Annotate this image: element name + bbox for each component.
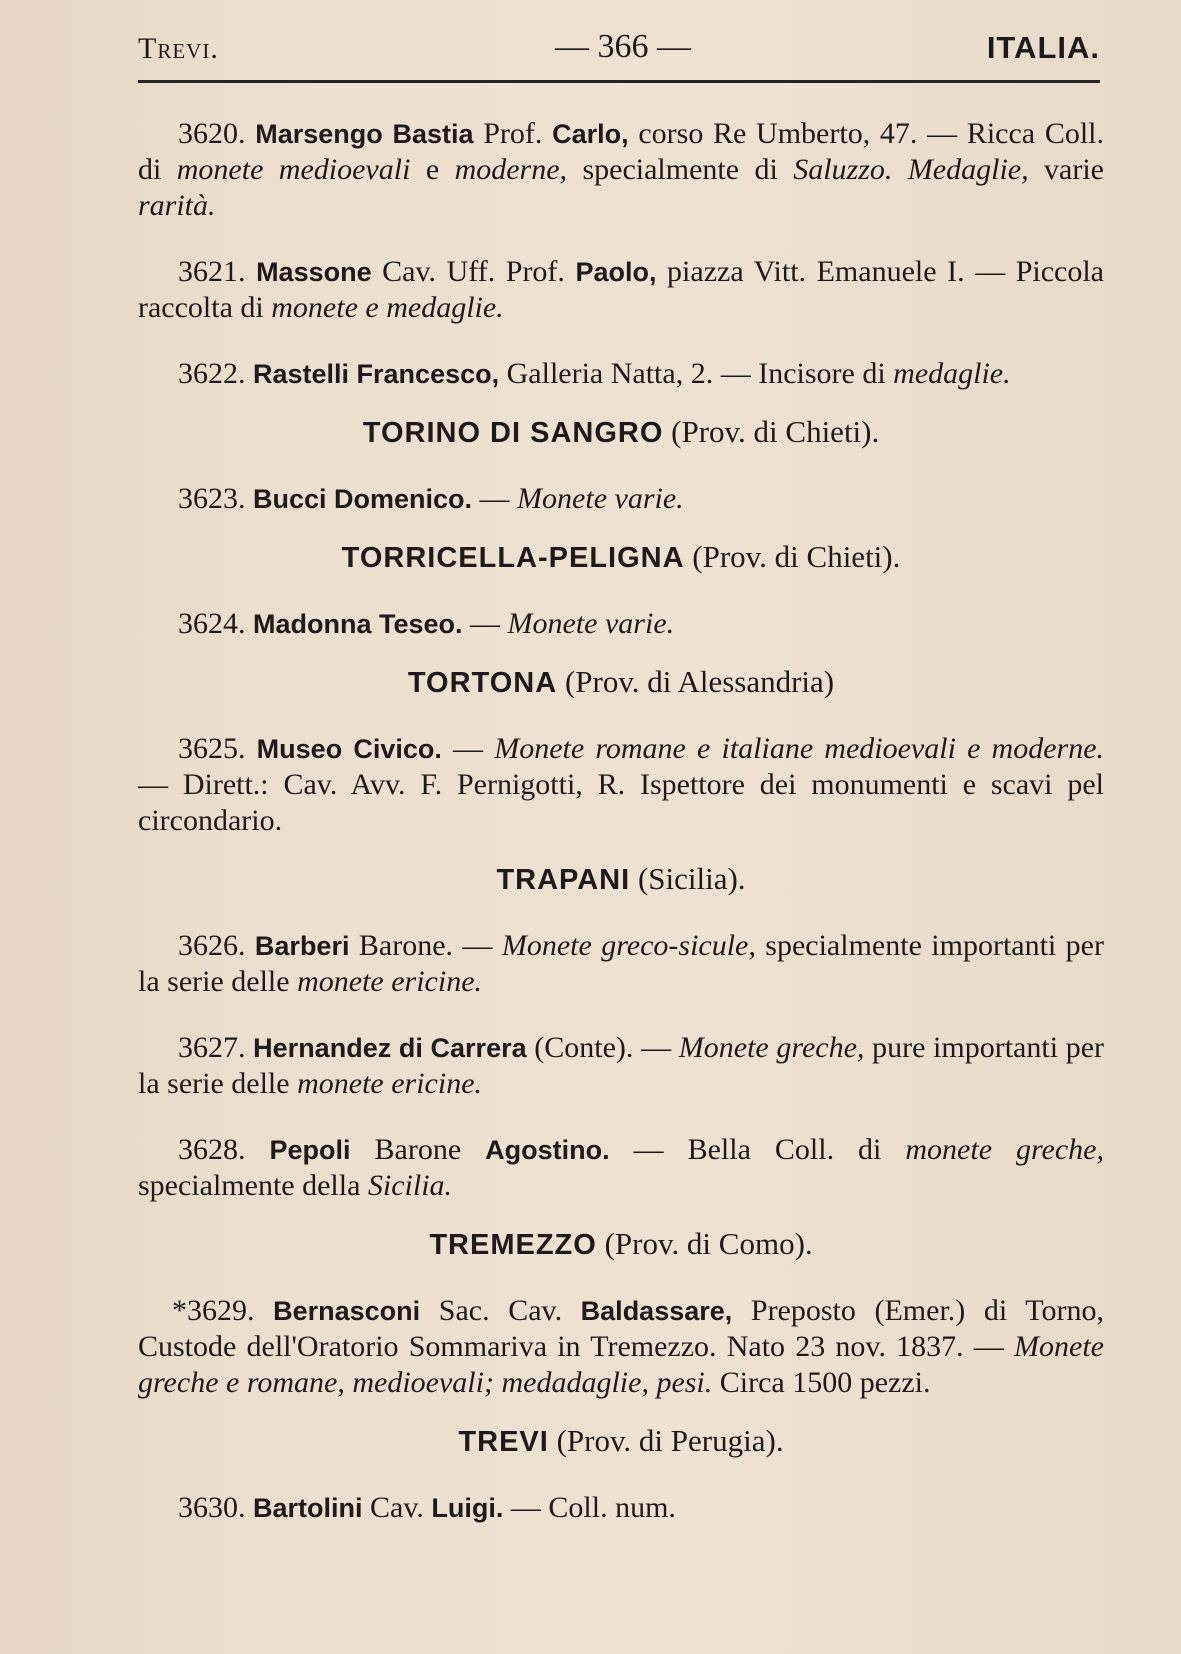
entry-name: Madonna Teseo. (253, 609, 463, 639)
entry-3630 (138, 1490, 1104, 1526)
entry-italic: Monete greche e romane, medioevali; medadaglie, pesi. (138, 1330, 1104, 1399)
town-name: TREVI (458, 1426, 549, 1458)
entry-name: Baldassare, (580, 1296, 733, 1326)
entry-text: — (472, 482, 518, 515)
entry-text: Sac. Cav. (420, 1294, 581, 1327)
entry-text: e (410, 153, 455, 186)
entry-3624 (138, 606, 1104, 642)
entry-3628 (138, 1132, 1104, 1204)
entry-italic: monete greche, (905, 1133, 1105, 1166)
entry-italic: monete medioevali (176, 153, 411, 186)
entry-3625 (138, 731, 1104, 839)
entry-italic: monete ericine. (297, 1067, 483, 1100)
entry-text: Barone (350, 1133, 486, 1166)
entry-name: Bartolini (253, 1493, 363, 1523)
entry-number: 3624. (178, 607, 246, 640)
town-heading (138, 664, 1104, 701)
town-name: TRAPANI (496, 864, 631, 896)
entry-number: 3622. (178, 357, 246, 390)
entry-name: Massone (256, 257, 372, 287)
entry-italic: Monete varie. (507, 607, 675, 640)
entry-name: Bucci Domenico. (253, 484, 473, 514)
entry-name: Rastelli Francesco, (253, 359, 500, 389)
entry-text: varie (1028, 153, 1104, 186)
entry-italic: moderne, (454, 153, 568, 186)
entry-text: — Coll. num. (503, 1491, 676, 1524)
town-province: (Prov. di Como). (596, 1226, 813, 1261)
entry-text: Preposto (Emer.) di Torno, Custode dell'Oratorio Sommariva in Tremezzo. Nato 23 nov. 1837. — (138, 1294, 1104, 1363)
entry-italic: monete e medaglie. (271, 291, 504, 324)
entry-text: (Conte). — (526, 1031, 679, 1064)
entry-italic: Monete romane e italiane medioevali e moderne. (494, 732, 1105, 765)
entry-number: 3630. (178, 1491, 246, 1524)
entry-name: Marsengo Bastia (255, 119, 474, 149)
header-section-name: Trevi. (138, 32, 219, 65)
entry-text: Barone. — (349, 929, 502, 962)
entry-italic: monete ericine. (297, 965, 483, 998)
entry-text: — (462, 607, 508, 640)
town-name: TREMEZZO (429, 1229, 597, 1261)
entry-name: Bernasconi (273, 1296, 421, 1326)
entry-text: piazza Vitt. Emanuele I. — Piccola raccolta di (138, 255, 1104, 324)
entry-text: Galleria Natta, 2. — Incisore di (499, 357, 894, 390)
entry-text: — Bella Coll. di (609, 1133, 906, 1166)
entry-number: 3626. (178, 929, 246, 962)
entry-name: Luigi. (431, 1493, 504, 1523)
town-name: TORINO DI SANGRO (362, 417, 664, 449)
entry-name: Agostino. (485, 1135, 610, 1165)
header-country: ITALIA. (986, 30, 1100, 65)
town-province: (Sicilia). (630, 861, 746, 896)
entry-text: — (441, 732, 495, 765)
town-name: TORRICELLA-PELIGNA (341, 542, 685, 574)
entry-italic: Monete varie. (517, 482, 684, 515)
page-number: — 366 — (555, 28, 691, 65)
entry-number: 3627. (178, 1031, 246, 1064)
entry-italic: Monete greco-sicule, (501, 929, 756, 962)
entry-italic: Sicilia. (367, 1169, 453, 1202)
entry-3623 (138, 481, 1104, 517)
entry-3626 (138, 928, 1104, 1000)
town-province: (Prov. di Alessandria) (557, 664, 835, 699)
town-name: TORTONA (407, 667, 558, 699)
entries-list (138, 116, 1104, 1540)
entry-text: specialmente importanti per la serie delle (138, 929, 1104, 998)
entry-text: Cav. (362, 1491, 432, 1524)
entry-italic: rarità. (138, 189, 216, 222)
entry-text: specialmente di (567, 153, 794, 186)
entry-name: Pepoli (269, 1135, 351, 1165)
town-heading (138, 414, 1104, 451)
entry-text: Circa 1500 pezzi. (712, 1366, 931, 1399)
town-heading (138, 1423, 1104, 1460)
entry-3620 (138, 116, 1104, 224)
entry-italic: Saluzzo. Medaglie, (793, 153, 1029, 186)
entry-text: Prof. (473, 117, 553, 150)
entry-text: pure importanti per la serie delle (138, 1031, 1105, 1100)
header-rule (138, 80, 1100, 83)
entry-italic: Monete greche, (678, 1031, 865, 1064)
entry-number: 3625. (178, 732, 246, 765)
town-heading (138, 861, 1104, 898)
entry-text: corso Re Umberto, 47. — Ricca Coll. di (138, 117, 1105, 186)
town-province: (Prov. di Chieti). (684, 539, 901, 574)
entry-text: — Dirett.: Cav. Avv. F. Pernigotti, R. Ispettore dei monumenti e scavi pel circondario. (138, 768, 1104, 837)
running-header (138, 28, 1100, 76)
entry-number: 3621. (178, 255, 246, 288)
town-province: (Prov. di Perugia). (548, 1423, 784, 1458)
town-heading (138, 539, 1104, 576)
entry-name: Museo Civico. (256, 734, 442, 764)
entry-name: Paolo, (575, 257, 657, 287)
entry-name: Barberi (254, 931, 350, 961)
entry-number: 3623. (178, 482, 246, 515)
entry-number: 3628. (178, 1133, 246, 1166)
entry-number: *3629. (172, 1294, 255, 1327)
entry-3627 (138, 1030, 1104, 1102)
entry-3629 (138, 1293, 1104, 1401)
entry-number: 3620. (178, 117, 246, 150)
entry-text: specialmente della (138, 1169, 368, 1202)
town-heading (138, 1226, 1104, 1263)
entry-3621 (138, 254, 1104, 326)
entry-name: Carlo, (552, 119, 629, 149)
town-province: (Prov. di Chieti). (663, 414, 880, 449)
entry-italic: medaglie. (893, 357, 1011, 390)
entry-name: Hernandez di Carrera (253, 1033, 527, 1063)
entry-3622 (138, 356, 1104, 392)
entry-text: Cav. Uff. Prof. (371, 255, 576, 288)
